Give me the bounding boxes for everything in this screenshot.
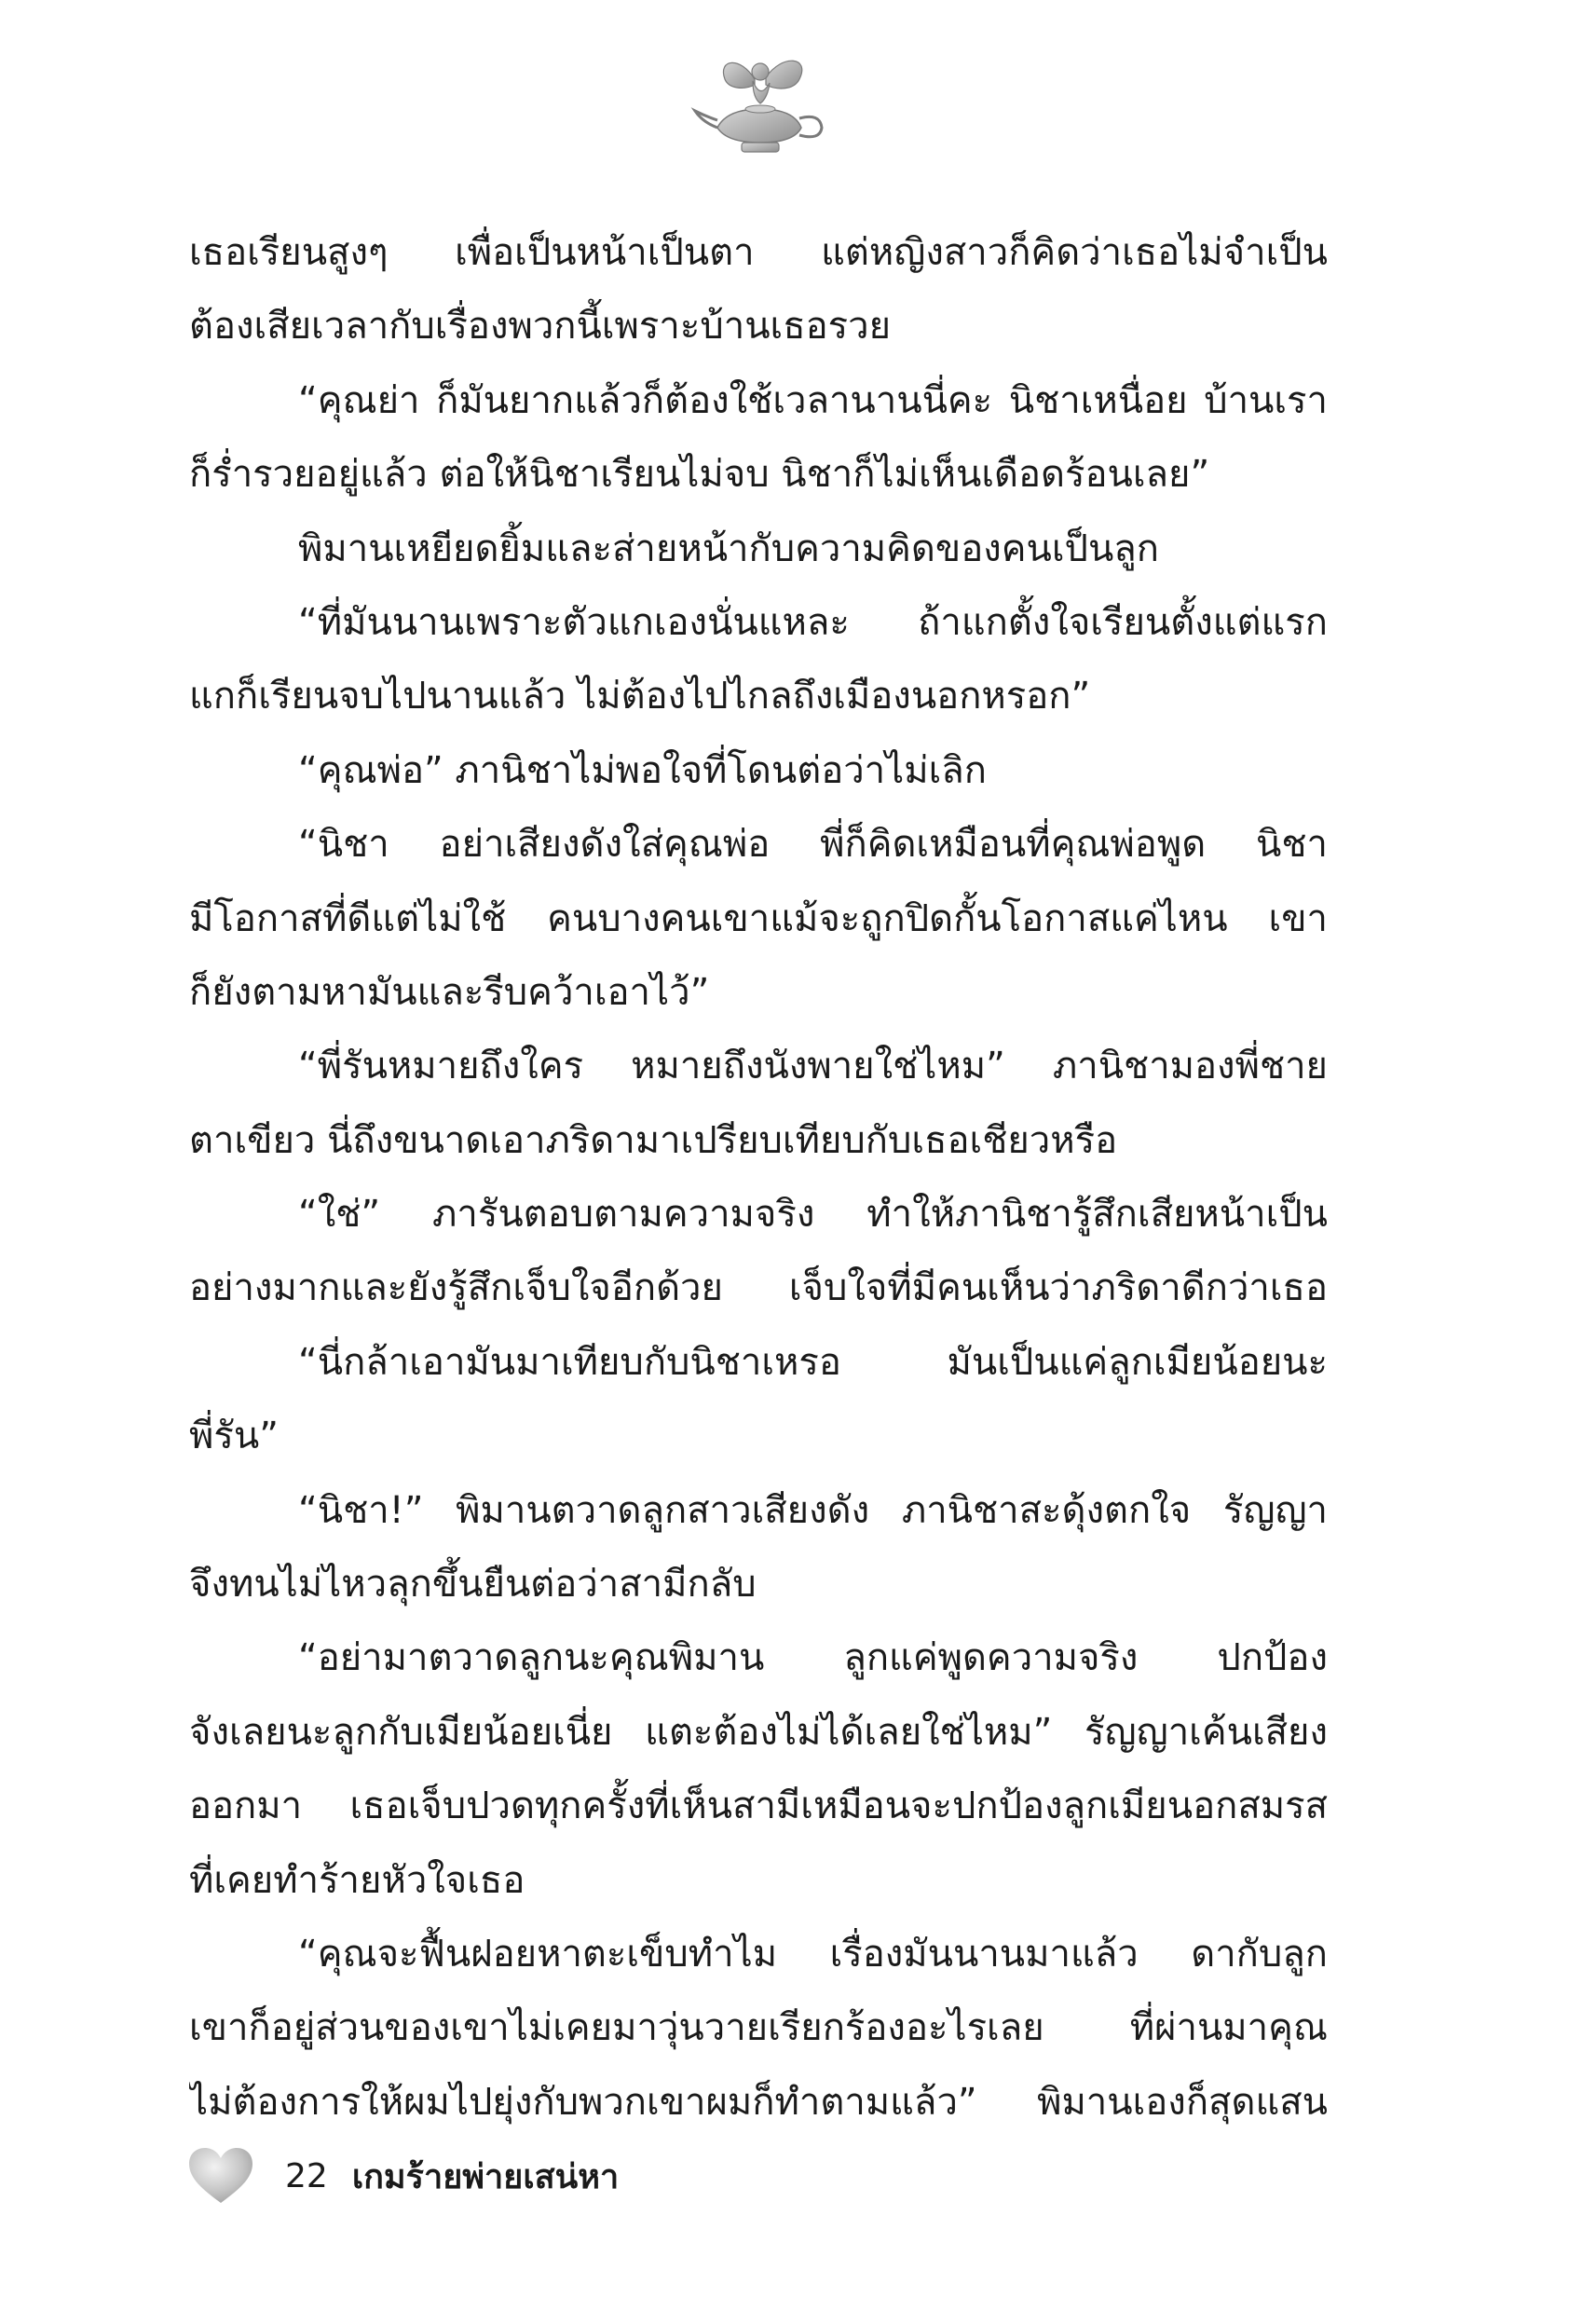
text-line: จังเลยนะลูกกับเมียน้อยเนี่ย แตะต้องไม่ได้เลยใช่ไหม” รัญญาเค้นเสียง	[189, 1710, 1328, 1754]
text-line: เขาก็อยู่ส่วนของเขาไม่เคยมาวุ่นวายเรียกร้องอะไรเลย ที่ผ่านมาคุณ	[189, 2006, 1328, 2050]
text-line: ก็ร่ำรวยอยู่แล้ว ต่อให้นิชาเรียนไม่จบ นิชาก็ไม่เห็นเดือดร้อนเลย”	[189, 453, 1210, 497]
text-line: พิมานเหยียดยิ้มและส่ายหน้ากับความคิดของคนเป็นลูก	[298, 526, 1160, 570]
page-number: 22	[285, 2156, 328, 2195]
text-line: มีโอกาสที่ดีแต่ไม่ใช้ คนบางคนเขาแม้จะถูกปิดกั้นโอกาสแค่ไหน เขา	[189, 896, 1328, 940]
text-line: “อย่ามาตวาดลูกนะคุณพิมาน ลูกแค่พูดความจริง ปกป้อง	[298, 1636, 1328, 1680]
text-line: พี่รัน”	[189, 1415, 279, 1458]
text-line: “นิชา!” พิมานตวาดลูกสาวเสียงดัง ภานิชาสะดุ้งตกใจ รัญญา	[298, 1488, 1328, 1532]
page-footer	[186, 2143, 619, 2208]
text-line: ตาเขียว นี่ถึงขนาดเอาภริดามาเปรียบเทียบกับเธอเชียวหรือ	[189, 1118, 1118, 1162]
text-line: ก็ยังตามหามันและรีบคว้าเอาไว้”	[189, 970, 710, 1014]
text-line: “ใช่” ภารันตอบตามความจริง ทำให้ภานิชารู้สึกเสียหน้าเป็น	[298, 1193, 1328, 1237]
text-line: ไม่ต้องการให้ผมไปยุ่งกับพวกเขาผมก็ทำตามแล้ว” พิมานเองก็สุดแสน	[189, 2080, 1328, 2124]
heart-icon	[186, 2145, 255, 2207]
text-line: “ที่มันนานเพราะตัวแกเองนั่นแหละ ถ้าแกตั้งใจเรียนตั้งแต่แรก	[298, 600, 1328, 644]
text-line: “พี่รันหมายถึงใคร หมายถึงนังพายใช่ไหม” ภานิชามองพี่ชาย	[298, 1045, 1328, 1088]
text-line: “คุณจะฟื้นฝอยหาตะเข็บทำไม เรื่องมันนานมาแล้ว ดากับลูก	[298, 1932, 1328, 1976]
text-line: ต้องเสียเวลากับเรื่องพวกนี้เพราะบ้านเธอรวย	[189, 305, 892, 349]
text-line: แกก็เรียนจบไปนานแล้ว ไม่ต้องไปไกลถึงเมืองนอกหรอก”	[189, 675, 1091, 718]
text-line: “คุณพ่อ” ภานิชาไม่พอใจที่โดนต่อว่าไม่เลิก	[298, 748, 988, 792]
cupid-teapot-icon	[689, 51, 829, 163]
text-line: อย่างมากและยังรู้สึกเจ็บใจอีกด้วย เจ็บใจที่มีคนเห็นว่าภริดาดีกว่าเธอ	[189, 1266, 1328, 1310]
text-line: ที่เคยทำร้ายหัวใจเธอ	[189, 1858, 525, 1902]
text-line: “นี่กล้าเอามันมาเทียบกับนิชาเหรอ มันเป็นแค่ลูกเมียน้อยนะ	[298, 1340, 1328, 1384]
book-title: เกมร้ายพ่ายเสน่หา	[351, 2157, 620, 2196]
text-line: ออกมา เธอเจ็บปวดทุกครั้งที่เห็นสามีเหมือนจะปกป้องลูกเมียนอกสมรส	[189, 1785, 1328, 1828]
text-line: จึงทนไม่ไหวลุกขึ้นยืนต่อว่าสามีกลับ	[189, 1563, 757, 1607]
body-text	[189, 216, 1328, 2140]
text-line: “คุณย่า ก็มันยากแล้วก็ต้องใช้เวลานานนี่คะ นิชาเหนื่อย บ้านเรา	[298, 378, 1328, 422]
text-line: เธอเรียนสูงๆ เพื่อเป็นหน้าเป็นตา แต่หญิงสาวก็คิดว่าเธอไม่จำเป็น	[189, 231, 1328, 274]
text-line: “นิชา อย่าเสียงดังใส่คุณพ่อ พี่ก็คิดเหมือนที่คุณพ่อพูด นิชา	[298, 823, 1328, 867]
